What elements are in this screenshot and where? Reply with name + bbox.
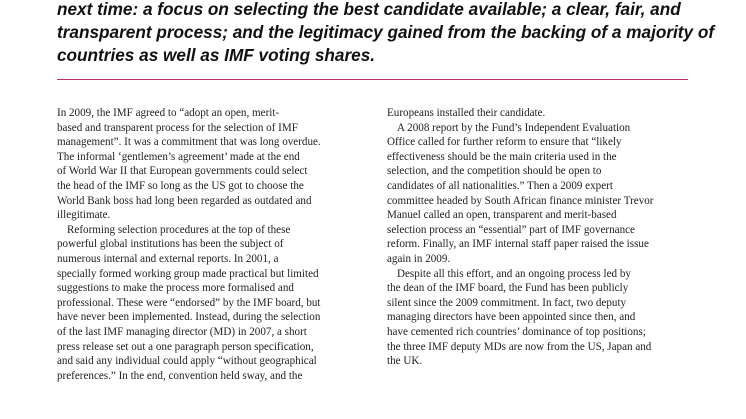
paragraph-start-line: Despite all this effort, and an ongoing process led by	[397, 267, 631, 280]
body-line: press release set out a one paragraph person specification,	[57, 340, 314, 353]
body-line: and said any individual could apply “without geographical	[57, 355, 317, 368]
body-line: silent since the 2009 commitment. In fact, two deputy	[387, 296, 627, 309]
body-line: again in 2009.	[387, 252, 451, 265]
intro-text-block	[57, 0, 717, 67]
body-line: professional. These were “endorsed” by the IMF board, but	[57, 296, 321, 309]
body-line: suggestions to make the process more formalised and	[57, 282, 294, 295]
body-line: preferences.” In the end, convention held sway, and the	[57, 369, 303, 382]
paragraph-start-line: Reforming selection procedures at the top of these	[67, 223, 291, 236]
section-divider	[57, 79, 688, 80]
body-line: numerous internal and external reports. In 2001, a	[57, 252, 279, 265]
intro-line: next time: a focus on selecting the best candidate available; a clear, fair, and	[57, 0, 681, 19]
body-line: management”. It was a commitment that was long overdue.	[57, 136, 321, 149]
body-line: of World War II that European governments could select	[57, 165, 308, 178]
body-line: selection process an “essential” part of IMF governance	[387, 223, 635, 236]
body-line: illegitimate.	[57, 209, 111, 222]
left-body-column	[57, 106, 357, 383]
body-line: managing directors have been appointed since then, and	[387, 311, 636, 324]
intro-line: countries as well as IMF voting shares.	[57, 45, 376, 65]
intro-line: transparent process; and the legitimacy gained from the backing of a majority of	[57, 22, 715, 42]
body-line: effectiveness should be the main criteria used in the	[387, 150, 617, 163]
paragraph-start-line: A 2008 report by the Fund’s Independent Evaluation	[397, 121, 631, 134]
body-line: Office called for further reform to ensure that “likely	[387, 136, 622, 149]
body-line: candidates of all nationalities.” Then a 2009 expert	[387, 179, 613, 192]
body-line: powerful global institutions has been the subject of	[57, 238, 284, 251]
body-line: World Bank boss had long been regarded as outdated and	[57, 194, 312, 207]
body-line: specially formed working group made practical but limited	[57, 267, 319, 280]
right-body-column	[387, 106, 687, 369]
body-line: have never been implemented. Instead, during the selection	[57, 311, 321, 324]
body-line: have cemented rich countries’ dominance of top positions;	[387, 325, 646, 338]
body-line: Europeans installed their candidate.	[387, 107, 546, 119]
body-line: the UK.	[387, 355, 423, 368]
body-line: committee headed by South African finance minister Trevor	[387, 194, 654, 207]
body-line: of the last IMF managing director (MD) in 2007, a short	[57, 325, 307, 338]
body-line: the head of the IMF so long as the US got to choose the	[57, 179, 304, 192]
body-line: The informal ‘gentlemen’s agreement’ made at the end	[57, 150, 300, 163]
body-line: based and transparent process for the selection of IMF	[57, 121, 298, 134]
body-line: the three IMF deputy MDs are now from the US, Japan and	[387, 340, 652, 353]
body-line: reform. Finally, an IMF internal staff paper raised the issue	[387, 238, 649, 251]
body-line: the dean of the IMF board, the Fund has been publicly	[387, 282, 629, 295]
body-line: In 2009, the IMF agreed to “adopt an open, merit-	[57, 107, 280, 119]
body-line: Manuel called an open, transparent and merit-based	[387, 209, 617, 222]
body-line: selection, and the competition should be open to	[387, 165, 602, 178]
